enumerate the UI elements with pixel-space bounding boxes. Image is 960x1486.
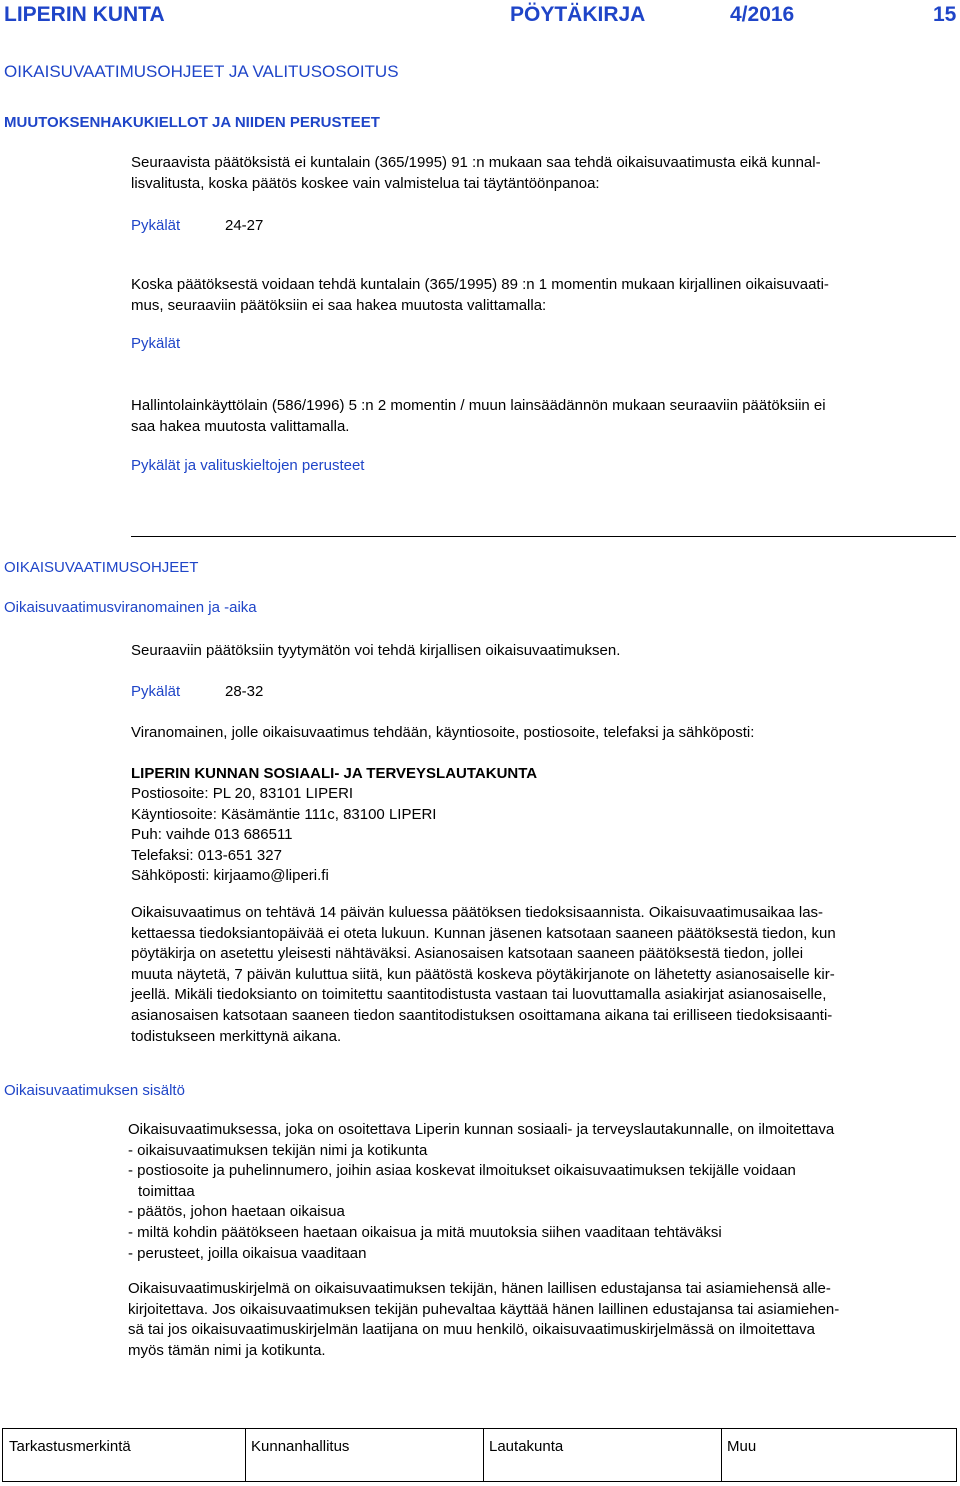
signing-paragraph — [128, 1279, 960, 1361]
fax-number: Telefaksi: 013-651 327 — [131, 846, 282, 864]
visiting-address: Käyntiosoite: Käsämäntie 111c, 83100 LIPERI — [131, 805, 437, 823]
page-title: OIKAISUVAATIMUSOHJEET JA VALITUSOSOITUS — [4, 62, 399, 81]
paragraph-line: kirjoitettava. Jos oikaisuvaatimuksen tekijän puhevaltaa käyttää hänen laillinen edustajansa tai asiamiehen- — [128, 1300, 840, 1318]
footer-cell-committee: Lautakunta — [489, 1438, 564, 1455]
appeal-ban-paragraph-3 — [131, 396, 826, 437]
list-item: - oikaisuvaatimuksen tekijän nimi ja kotikunta — [128, 1141, 428, 1159]
paragraph-line: asianosaisen katsotaan saaneen tiedon saantitodistuksen osoittamana aikana tai erilliseen tiedoksisaanti- — [131, 1006, 833, 1024]
list-item: - miltä kohdin päätökseen haetaan oikaisua ja mitä muutoksia siihen vaaditaan tehtäväksi — [128, 1223, 722, 1241]
pykalat-label-2: Pykälät — [131, 335, 181, 352]
email-address: Sähköposti: kirjaamo@liperi.fi — [131, 867, 329, 885]
section-heading-appeal-bans: MUUTOKSENHAKUKIELLOT JA NIIDEN PERUSTEET — [4, 114, 380, 131]
paragraph-line: mus, seuraaviin päätöksiin ei saa hakea muutosta valittamalla: — [131, 296, 547, 314]
postal-address: Postiosoite: PL 20, 83101 LIPERI — [131, 785, 354, 802]
footer-divider — [483, 1429, 484, 1481]
subheading-authority-and-time: Oikaisuvaatimusviranomainen ja -aika — [4, 599, 257, 616]
pykalat-label-3: Pykälät ja valituskieltojen perusteet — [131, 457, 365, 474]
paragraph-line: Oikaisuvaatimus on tehtävä 14 päivän kuluessa päätöksen tiedoksisaannista. Oikaisuvaatimusaikaa las- — [131, 904, 824, 921]
footer-cell-inspection: Tarkastusmerkintä — [9, 1438, 131, 1455]
footer-cell-other: Muu — [727, 1438, 757, 1455]
appeal-ban-paragraph-1 — [131, 153, 821, 194]
pykalat-value-4: 28-32 — [225, 683, 264, 700]
paragraph-line: Koska päätöksestä voidaan tehdä kuntalain (365/1995) 89 :n 1 momentin mukaan kirjallinen oikaisuvaati- — [131, 276, 829, 293]
pykalat-label-1: Pykälät — [131, 217, 181, 234]
appeal-ban-paragraph-2 — [131, 275, 829, 316]
paragraph-line: muuta näytetä, 7 päivän kuluttua siitä, kun päätöstä koskeva pöytäkirjanote on lähetetty asianosaiselle kir- — [131, 965, 835, 983]
paragraph-line: sä tai jos oikaisuvaatimuskirjelmän laatijana on muu henkilö, oikaisuvaatimuskirjelmässä on ilmoitettava — [128, 1321, 815, 1339]
list-item: - postiosoite ja puhelinnumero, joihin asiaa koskevat ilmoitukset oikaisuvaatimuksen tekijälle voidaan — [128, 1162, 796, 1180]
paragraph-line: Oikaisuvaatimuskirjelmä on oikaisuvaatimuksen tekijän, hänen laillisen edustajansa tai asiamiehensä alle- — [128, 1280, 831, 1297]
paragraph-line: jeellä. Mikäli tiedoksianto on toimitettu saantitodistusta vastaan tai luovuttamalla asiakirjat asianosaiselle, — [131, 986, 827, 1004]
section-divider — [131, 536, 956, 537]
paragraph-line: kettaessa tiedoksiantopäivää ei oteta lukuun. Kunnan jäsenen katsotaan saaneen päätöksestä tiedon, kun — [131, 924, 836, 942]
footer-signature-table — [2, 1428, 957, 1482]
deadline-paragraph — [131, 903, 960, 1047]
section-heading-content: Oikaisuvaatimuksen sisältö — [4, 1082, 185, 1099]
pykalat-label-4: Pykälät — [131, 683, 181, 700]
authority-address-block — [131, 784, 436, 887]
footer-cell-municipal-board: Kunnanhallitus — [251, 1438, 350, 1455]
footer-divider — [721, 1429, 722, 1481]
list-item: - perusteet, joilla oikaisua vaaditaan — [128, 1244, 367, 1262]
paragraph-line: Hallintolainkäyttölain (586/1996) 5 :n 2 momentin / muun lainsäädännön mukaan seuraaviin päätöksiin ei — [131, 397, 826, 414]
municipality-name: LIPERIN KUNTA — [4, 3, 165, 26]
list-item-continuation: toimittaa — [138, 1182, 195, 1200]
paragraph-line: pöytäkirja on asetettu yleisesti nähtäväksi. Asianosaisen katsotaan saaneen päätöksestä tiedon, jollei — [131, 945, 804, 963]
paragraph-line: saa hakea muutosta valittamalla. — [131, 417, 350, 435]
paragraph-line: todistukseen merkittynä aikana. — [131, 1027, 342, 1045]
footer-divider — [245, 1429, 246, 1481]
list-intro: Oikaisuvaatimuksessa, joka on osoitettava Liperin kunnan sosiaali- ja terveyslautakunnalle, on ilmoitettava — [128, 1121, 835, 1138]
content-requirements-list — [128, 1120, 834, 1264]
document-number: 4/2016 — [730, 3, 795, 26]
authority-name: LIPERIN KUNNAN SOSIAALI- JA TERVEYSLAUTAKUNTA — [131, 765, 538, 782]
paragraph-line: myös tämän nimi ja kotikunta. — [128, 1341, 326, 1359]
section-heading-rectification: OIKAISUVAATIMUSOHJEET — [4, 559, 199, 576]
paragraph-line: lisvalitusta, koska päätös koskee vain valmistelua tai täytäntöönpanoa: — [131, 174, 600, 192]
page-number: 15 — [933, 3, 957, 26]
authority-intro: Viranomainen, jolle oikaisuvaatimus tehdään, käyntiosoite, postiosoite, telefaksi ja sähköposti: — [131, 724, 755, 741]
phone-number: Puh: vaihde 013 686511 — [131, 826, 293, 844]
paragraph-line: Seuraavista päätöksistä ei kuntalain (365/1995) 91 :n mukaan saa tehdä oikaisuvaatimusta eikä kunnal- — [131, 154, 821, 171]
pykalat-value-1: 24-27 — [225, 217, 264, 234]
rectification-intro: Seuraaviin päätöksiin tyytymätön voi tehdä kirjallisen oikaisuvaatimuksen. — [131, 642, 621, 659]
document-type: PÖYTÄKIRJA — [510, 3, 646, 26]
list-item: - päätös, johon haetaan oikaisua — [128, 1203, 345, 1221]
